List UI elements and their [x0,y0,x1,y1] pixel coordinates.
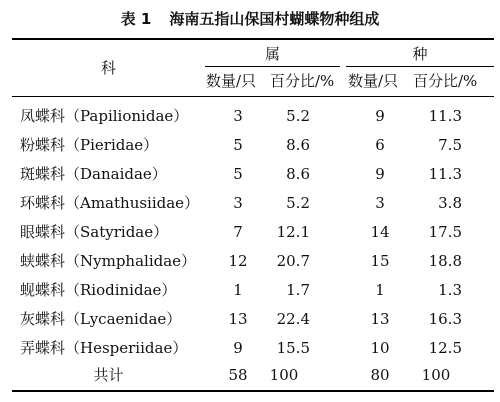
row-species-percent: 17.5 [428,223,462,241]
row-genus-percent: 5.2 [286,107,310,125]
row-species-percent: 1.3 [438,281,462,299]
row-genus-count: 3 [233,194,243,212]
row-genus-count: 12 [228,252,248,270]
row-genus-percent: 8.6 [286,165,310,183]
row-family-name: 凤蝶科（Papilionidae） [20,107,189,125]
row-genus-count: 5 [233,165,243,183]
row-genus-count: 7 [233,223,243,241]
table-number: 表 1 [120,10,152,28]
row-genus-percent: 15.5 [276,339,310,357]
header-genus-percent: 百分比/% [270,72,335,90]
row-genus-percent: 12.1 [276,223,310,241]
total-species-percent: 100 [421,366,451,384]
row-species-percent: 16.3 [428,310,462,328]
header-family: 科 [100,59,116,77]
top-rule [12,38,494,40]
row-genus-percent: 22.4 [276,310,310,328]
header-genus: 属 [264,45,280,63]
row-genus-percent: 5.2 [286,194,310,212]
row-family-name: 眼蝶科（Satyridae） [20,223,169,241]
species-group-rule [346,66,494,67]
row-species-count: 9 [375,165,385,183]
bottom-rule [12,390,494,392]
row-genus-percent: 1.7 [286,281,310,299]
total-genus-count: 58 [228,366,248,384]
row-species-count: 10 [370,339,390,357]
row-family-name: 弄蝶科（Hesperiidae） [20,339,188,357]
row-genus-count: 3 [233,107,243,125]
row-genus-count: 13 [228,310,248,328]
row-species-percent: 12.5 [428,339,462,357]
row-species-percent: 18.8 [428,252,462,270]
header-species: 种 [412,45,428,63]
row-species-count: 6 [375,136,385,154]
row-species-count: 13 [370,310,390,328]
row-species-count: 1 [375,281,385,299]
header-bottom-rule [12,96,494,97]
row-species-percent: 11.3 [428,107,462,125]
total-genus-percent: 100 [269,366,299,384]
row-species-percent: 3.8 [438,194,462,212]
row-genus-count: 1 [233,281,243,299]
row-species-percent: 7.5 [438,136,462,154]
row-family-name: 斑蝶科（Danaidae） [20,165,167,183]
row-genus-percent: 8.6 [286,136,310,154]
row-genus-count: 9 [233,339,243,357]
row-family-name: 蚬蝶科（Riodinidae） [20,281,177,299]
row-family-name: 灰蝶科（Lycaenidae） [20,310,182,328]
header-species-percent: 百分比/% [413,72,478,90]
row-species-count: 15 [370,252,390,270]
table-caption [0,8,500,29]
row-species-count: 3 [375,194,385,212]
row-species-count: 9 [375,107,385,125]
table-title: 海南五指山保国村蝴蝶物种组成 [169,10,380,28]
row-genus-count: 5 [233,136,243,154]
header-genus-count: 数量/只 [206,72,257,90]
row-species-count: 14 [370,223,390,241]
row-family-name: 粉蝶科（Pieridae） [20,136,159,154]
row-genus-percent: 20.7 [276,252,310,270]
total-label: 共计 [93,366,124,384]
row-family-name: 环蝶科（Amathusiidae） [20,194,200,212]
header-species-count: 数量/只 [348,72,399,90]
row-family-name: 蛱蝶科（Nymphalidae） [20,252,197,270]
genus-group-rule [205,66,340,67]
row-species-percent: 11.3 [428,165,462,183]
total-species-count: 80 [370,366,390,384]
